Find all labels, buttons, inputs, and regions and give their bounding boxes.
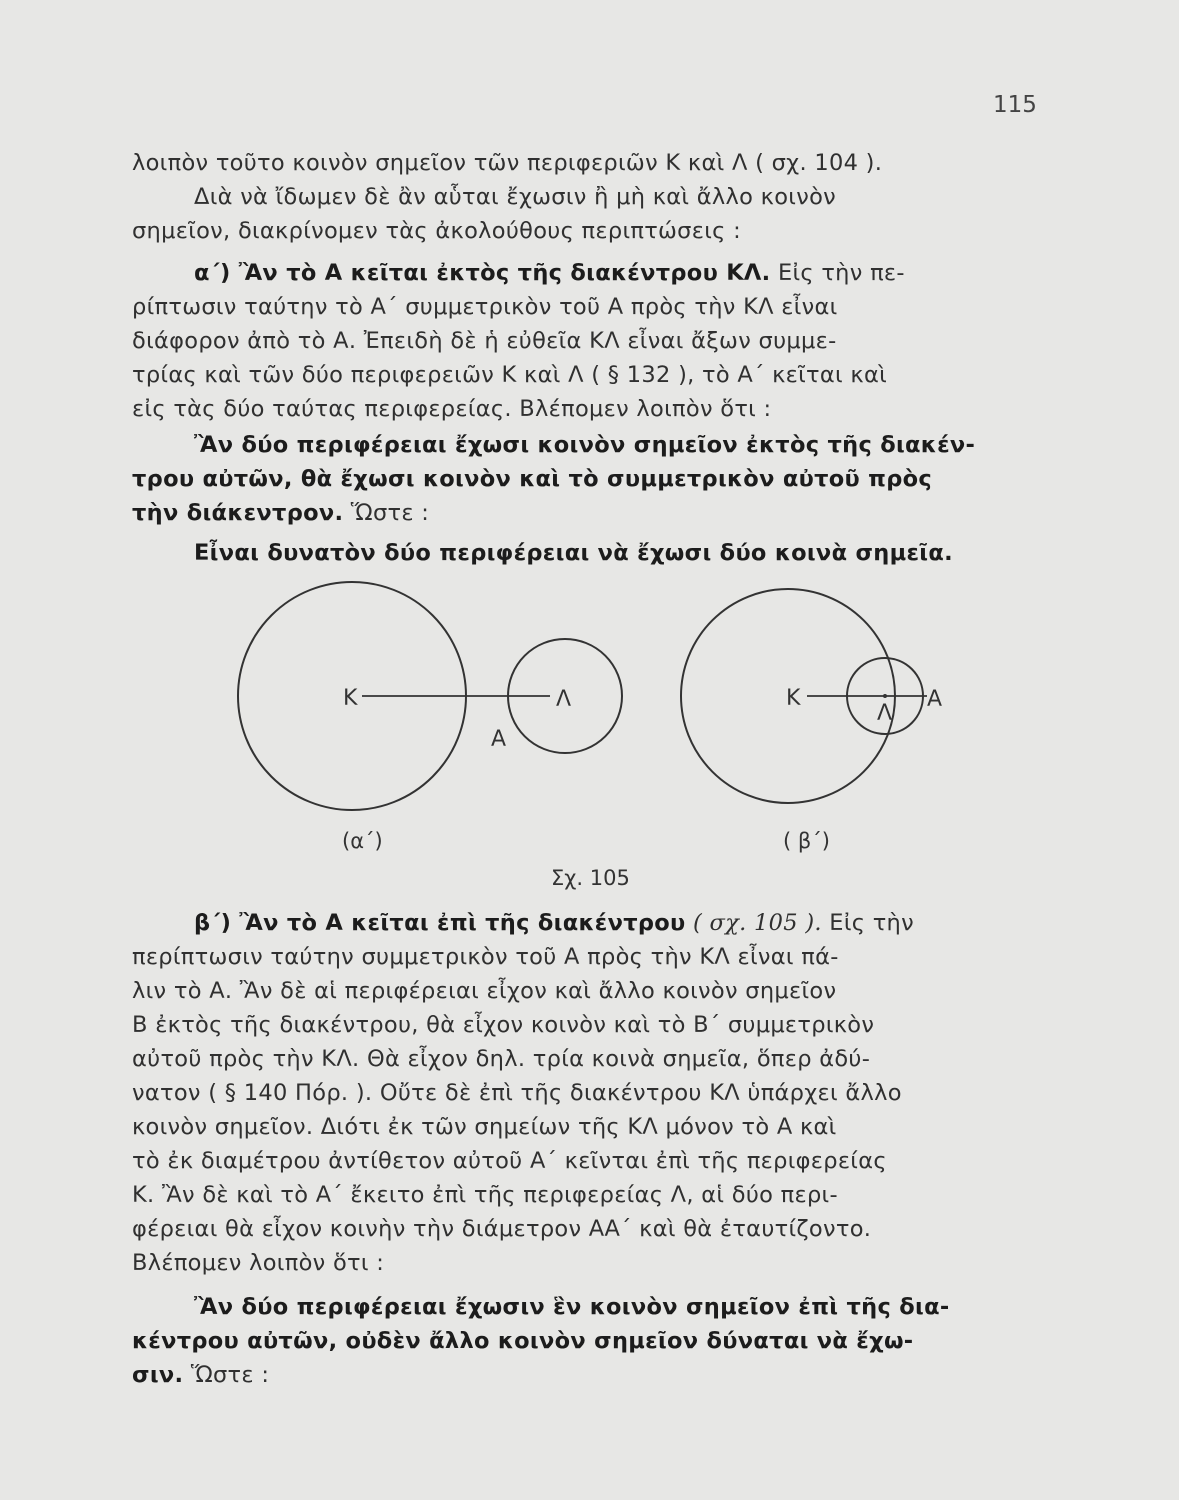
text-line: περίπτωσιν ταύτην συμμετρικὸν τοῦ Α πρὸς τὴν ΚΛ εἶναι πά- (132, 944, 839, 970)
text-line: Κ. Ἂν δὲ καὶ τὸ Α΄ ἔκειτο ἐπὶ τῆς περιφερείας Λ, αἱ δύο περι- (132, 1182, 838, 1208)
theorem-2 (132, 536, 1038, 570)
case-a-heading: α΄) Ἂν τὸ Α κεῖται ἐκτὸς τῆς διακέντρου ΚΛ. (194, 260, 771, 286)
text-line: σημεῖον, διακρίνομεν τὰς ἀκολούθους περιπτώσεις : (132, 218, 741, 244)
case-a-heading-line: α΄) Ἂν τὸ Α κεῖται ἐκτὸς τῆς διακέντρου ΚΛ. Εἰς τὴν πε- (194, 260, 905, 286)
text-line: ρίπτωσιν ταύτην τὸ Α΄ συμμετρικὸν τοῦ Α πρὸς τὴν ΚΛ εἶναι (132, 294, 838, 320)
paragraph-case-a (132, 256, 1038, 426)
text-line: λιν τὸ Α. Ἂν δὲ αἱ περιφέρειαι εἶχον καὶ ἄλλο κοινὸν σημεῖον (132, 978, 837, 1004)
label-l-a: Λ (556, 687, 572, 712)
label-k-b: Κ (786, 686, 801, 711)
text-line: Β ἐκτὸς τῆς διακέντρου, θὰ εἶχον κοινὸν καὶ τὸ Β΄ συμμετρικὸν (132, 1012, 875, 1038)
text-line: νατον ( § 140 Πόρ. ). Οὔτε δὲ ἐπὶ τῆς διακέντρου ΚΛ ὑπάρχει ἄλλο (132, 1080, 902, 1106)
paragraph-intro (132, 146, 1038, 248)
theorem-3 (132, 1290, 1038, 1392)
label-figure-b: ( β΄) (783, 829, 830, 853)
label-a-a: Α (491, 727, 507, 752)
theorem-line: σιν. Ὥστε : (132, 1362, 270, 1388)
theorem-line: τὴν διάκεντρον. Ὥστε : (132, 500, 430, 526)
theorem-line: τρου αὐτῶν, θὰ ἔχωσι κοινὸν καὶ τὸ συμμετρικὸν αὐτοῦ πρὸς (132, 466, 933, 492)
page-number: 115 (993, 92, 1037, 118)
label-figure-a: (α΄) (342, 829, 383, 853)
figure-a (238, 582, 622, 853)
label-k-a: Κ (343, 686, 358, 711)
text-line: διάφορον ἀπὸ τὸ Α. Ἐπειδὴ δὲ ἡ εὐθεῖα ΚΛ εἶναι ἄξων συμμε- (132, 328, 837, 354)
text-line: κοινὸν σημεῖον. Διότι ἐκ τῶν σημείων τῆς ΚΛ μόνον τὸ Α καὶ (132, 1114, 837, 1140)
text-line: λοιπὸν τοῦτο κοινὸν σημεῖον τῶν περιφεριῶν Κ καὶ Λ ( σχ. 104 ). (132, 150, 883, 176)
theorem-line: κέντρου αὐτῶν, οὐδὲν ἄλλο κοινὸν σημεῖον δύναται νὰ ἔχω- (132, 1328, 914, 1354)
label-a-b: Α (927, 687, 943, 712)
center-point-l-b (883, 694, 887, 698)
theorem-1 (132, 428, 1038, 530)
text-line: φέρειαι θὰ εἶχον κοινὴν τὴν διάμετρον ΑΑ΄ καὶ θὰ ἐταυτίζοντο. (132, 1216, 872, 1242)
text-line: τρίας καὶ τῶν δύο περιφερειῶν Κ καὶ Λ ( § 132 ), τὸ Α΄ κεῖται καὶ (132, 362, 887, 388)
label-l-b: Λ (877, 701, 893, 726)
figure-caption: Σχ. 105 (551, 866, 630, 890)
text-line: Διὰ νὰ ἴδωμεν δὲ ἂν αὗται ἔχωσιν ἢ μὴ καὶ ἄλλο κοινὸν (194, 184, 836, 210)
case-b-heading-line: β΄) Ἂν τὸ Α κεῖται ἐπὶ τῆς διακέντρου ( σχ. 105 ). Εἰς τὴν (194, 910, 914, 936)
case-b-heading: β΄) Ἂν τὸ Α κεῖται ἐπὶ τῆς διακέντρου (194, 910, 686, 936)
theorem-line: Εἶναι δυνατὸν δύο περιφέρειαι νὰ ἔχωσι δύο κοινὰ σημεῖα. (194, 540, 953, 566)
figure-b (681, 589, 942, 853)
text-line: αὐτοῦ πρὸς τὴν ΚΛ. Θὰ εἶχον δηλ. τρία κοινὰ σημεῖα, ὅπερ ἀδύ- (132, 1046, 871, 1072)
text-line: εἰς τὰς δύο ταύτας περιφερείας. Βλέπομεν λοιπὸν ὅτι : (132, 396, 772, 422)
theorem-line: Ἂν δύο περιφέρειαι ἔχωσι κοινὸν σημεῖον ἐκτὸς τῆς διακέν- (194, 432, 976, 458)
theorem-line: Ἂν δύο περιφέρειαι ἔχωσιν ἓν κοινὸν σημεῖον ἐπὶ τῆς δια- (194, 1294, 950, 1320)
figure-reference: ( σχ. 105 ). (693, 910, 822, 936)
figure-105 (215, 568, 955, 868)
text-line: τὸ ἐκ διαμέτρου ἀντίθετον αὐτοῦ Α΄ κεῖνται ἐπὶ τῆς περιφερείας (132, 1148, 887, 1174)
paragraph-case-b (132, 906, 1038, 1280)
text-line: Βλέπομεν λοιπὸν ὅτι : (132, 1250, 385, 1276)
